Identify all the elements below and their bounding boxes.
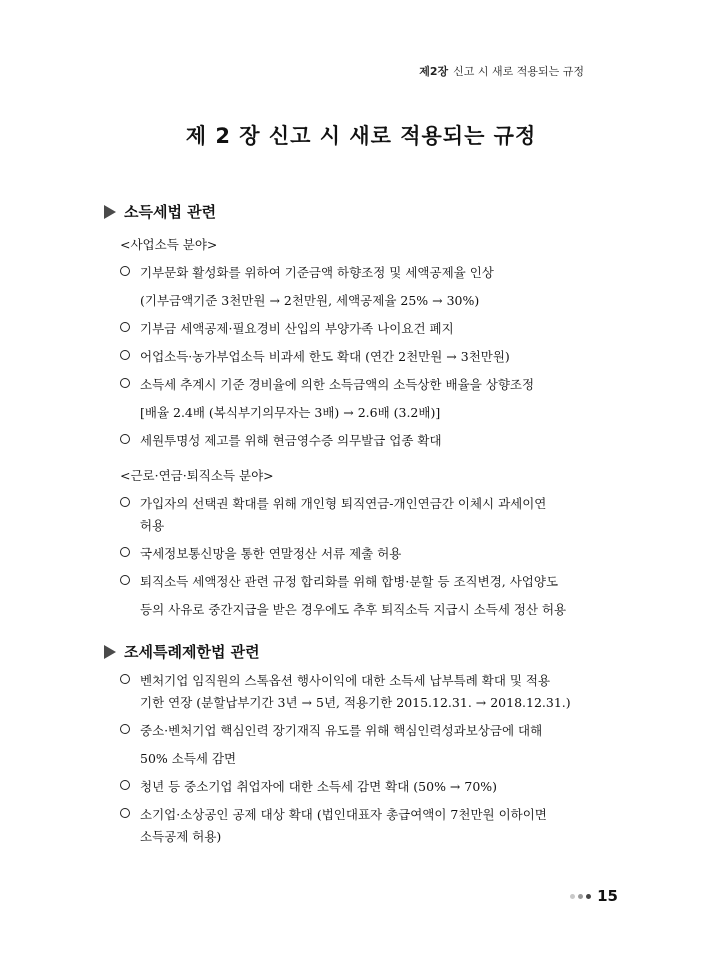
list-item-text: 세원투명성 제고를 위해 현금영수증 의무발급 업종 확대 [140, 433, 442, 448]
list-item [120, 777, 497, 795]
list-item-continuation: (기부금액기준 3천만원 → 2천만원, 세액공제율 25% → 30%) [140, 293, 480, 308]
list-item-text: 소득세 추계시 기준 경비율에 의한 소득금액의 소득상한 배율을 상향조정 [140, 377, 535, 392]
subsection-label-business: <사업소득 분야> [120, 237, 218, 252]
list-item-text: 기부금 세액공제·필요경비 산입의 부양가족 나이요건 폐지 [140, 321, 454, 336]
dot-icon [578, 894, 583, 899]
circle-bullet-icon [120, 497, 130, 507]
list-item-text: 벤처기업 임직원의 스톡옵션 행사이익에 대한 소득세 납부특례 확대 및 적용 [140, 673, 551, 688]
list-item [120, 375, 534, 393]
page-number: 15 [597, 887, 618, 905]
section-heading-income-tax [104, 201, 216, 222]
list-item-text: 청년 등 중소기업 취업자에 대한 소득세 감면 확대 (50% → 70%) [140, 779, 498, 794]
page-footer [570, 887, 618, 905]
running-header-title: 신고 시 새로 적용되는 규정 [453, 65, 584, 78]
running-header-chapter: 제2장 [419, 65, 449, 78]
running-header [419, 63, 584, 79]
list-item [120, 347, 510, 365]
section-heading-tax-special [104, 641, 260, 662]
circle-bullet-icon [120, 547, 130, 557]
section-heading-label: 조세특례제한법 관련 [124, 643, 260, 661]
list-item-continuation: 50% 소득세 감면 [140, 751, 237, 766]
list-item-continuation: 소득공제 허용) [140, 829, 222, 844]
list-item [120, 431, 442, 449]
subsection-label-employment: <근로·연금·퇴직소득 분야> [120, 468, 274, 483]
list-item-continuation: [배율 2.4배 (복식부기의무자는 3배) → 2.6배 (3.2배)] [140, 405, 441, 420]
triangle-bullet-icon [104, 645, 116, 659]
dot-icon [586, 894, 591, 899]
list-item [120, 805, 547, 823]
list-item-text: 중소·벤처기업 핵심인력 장기재직 유도를 위해 핵심인력성과보상금에 대해 [140, 723, 543, 738]
list-item-continuation: 등의 사유로 중간지급을 받은 경우에도 추후 퇴직소득 지급시 소득세 정산 허용 [140, 602, 567, 617]
circle-bullet-icon [120, 674, 130, 684]
list-item [120, 721, 542, 739]
list-item-text: 기부문화 활성화를 위하여 기준금액 하향조정 및 세액공제율 인상 [140, 265, 494, 280]
list-item-text: 가입자의 선택권 확대를 위해 개인형 퇴직연금-개인연금간 이체시 과세이연 [140, 496, 547, 511]
circle-bullet-icon [120, 322, 130, 332]
list-item-text: 퇴직소득 세액정산 관련 규정 합리화를 위해 합병·분할 등 조직변경, 사업양도 [140, 574, 559, 589]
circle-bullet-icon [120, 434, 130, 444]
list-item-continuation: 기한 연장 (분할납부기간 3년 → 5년, 적용기한 2015.12.31. → 2018.12.31.) [140, 695, 571, 710]
list-item-text: 소기업·소상공인 공제 대상 확대 (법인대표자 총급여액이 7천만원 이하이면 [140, 807, 547, 822]
list-item [120, 572, 558, 590]
circle-bullet-icon [120, 575, 130, 585]
circle-bullet-icon [120, 350, 130, 360]
section-heading-label: 소득세법 관련 [124, 203, 217, 221]
circle-bullet-icon [120, 266, 130, 276]
triangle-bullet-icon [104, 205, 116, 219]
chapter-title: 제 2 장 신고 시 새로 적용되는 규정 [185, 124, 537, 148]
list-item [120, 319, 454, 337]
circle-bullet-icon [120, 724, 130, 734]
dot-icon [570, 894, 575, 899]
circle-bullet-icon [120, 808, 130, 818]
list-item [120, 263, 494, 281]
list-item-continuation: 허용 [140, 518, 165, 533]
circle-bullet-icon [120, 780, 130, 790]
circle-bullet-icon [120, 378, 130, 388]
list-item [120, 671, 550, 689]
list-item-text: 어업소득·농가부업소득 비과세 한도 확대 (연간 2천만원 → 3천만원) [140, 349, 510, 364]
list-item [120, 544, 401, 562]
list-item-text: 국세정보통신망을 통한 연말정산 서류 제출 허용 [140, 546, 402, 561]
list-item [120, 494, 546, 512]
